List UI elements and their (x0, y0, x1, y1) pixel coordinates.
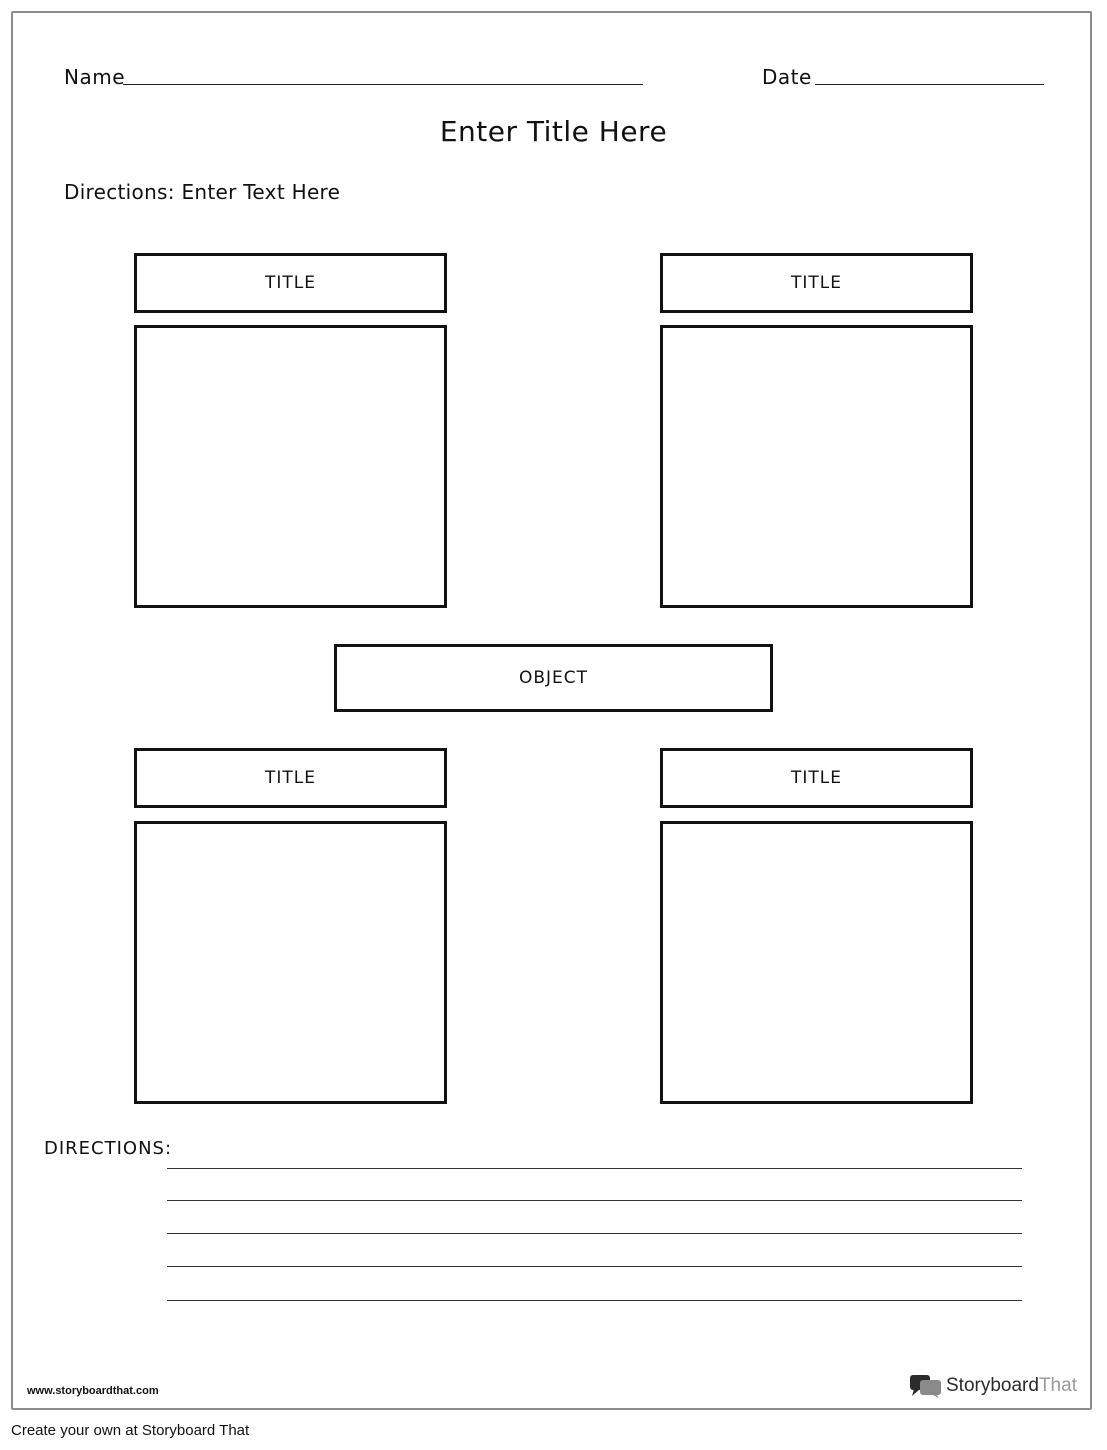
panel-box-top-right[interactable] (660, 325, 973, 608)
brand-name-bold: Storyboard (946, 1375, 1039, 1396)
panel-title-top-left[interactable]: TITLE (134, 253, 447, 313)
panel-box-top-left[interactable] (134, 325, 447, 608)
panel-title-bottom-right[interactable]: TITLE (660, 748, 973, 808)
writing-line[interactable] (167, 1300, 1022, 1301)
writing-line[interactable] (167, 1266, 1022, 1267)
storyboardthat-logo (909, 1373, 1077, 1399)
name-field[interactable] (123, 84, 643, 85)
site-url: www.storyboardthat.com (27, 1385, 159, 1397)
brand-name-thin: That (1038, 1375, 1077, 1396)
writing-line[interactable] (167, 1233, 1022, 1234)
name-label: Name (64, 65, 126, 89)
directions-label: DIRECTIONS: (44, 1138, 173, 1159)
create-your-own-link[interactable]: Create your own at Storyboard That (11, 1422, 250, 1439)
object-box[interactable]: OBJECT (334, 644, 773, 712)
date-field[interactable] (815, 84, 1044, 85)
worksheet-title[interactable]: Enter Title Here (439, 115, 668, 148)
speech-bubble-icon (909, 1373, 943, 1399)
panel-title-top-right[interactable]: TITLE (660, 253, 973, 313)
date-label: Date (762, 65, 812, 89)
panel-box-bottom-left[interactable] (134, 821, 447, 1104)
panel-box-bottom-right[interactable] (660, 821, 973, 1104)
directions-text[interactable]: Directions: Enter Text Here (64, 180, 341, 204)
writing-line[interactable] (167, 1200, 1022, 1201)
writing-line[interactable] (167, 1168, 1022, 1169)
panel-title-bottom-left[interactable]: TITLE (134, 748, 447, 808)
